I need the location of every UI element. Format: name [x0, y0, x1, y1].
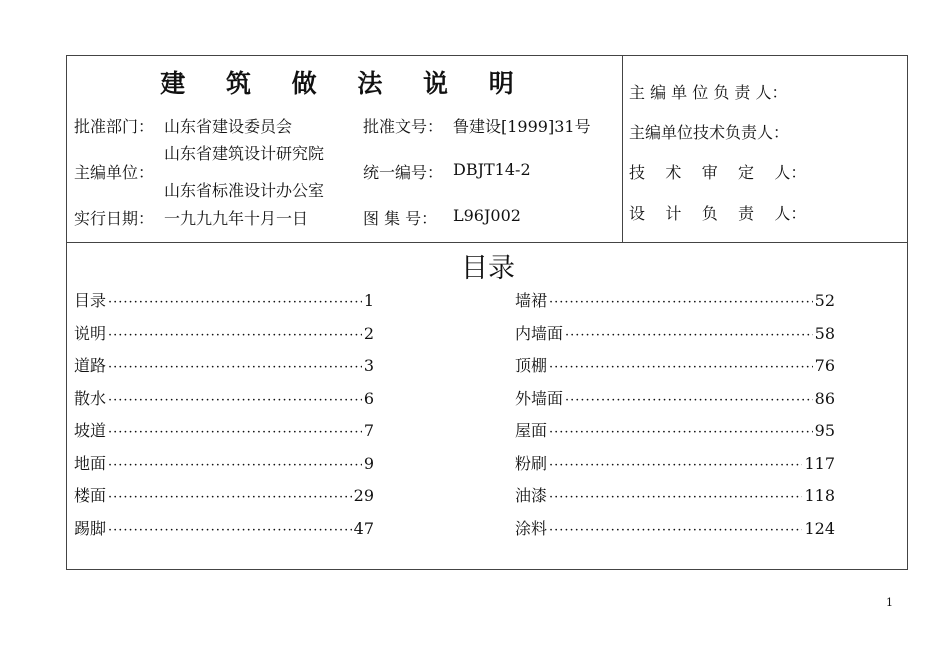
toc-entry: [515, 516, 835, 549]
page-number: 1: [886, 596, 893, 609]
toc-leader-dots: [108, 458, 362, 473]
editor-label: 主编单位：: [74, 163, 155, 182]
toc-entry-label: 地面: [74, 453, 107, 473]
toc-entry: [515, 418, 835, 451]
toc-entry-label: 墙裙: [515, 291, 548, 310]
toc-leader-dots: [108, 393, 362, 408]
toc-entry: [74, 321, 374, 354]
toc-leader-dots: [549, 360, 813, 375]
toc-entry-label: 楼面: [74, 486, 107, 505]
toc-entry-page: 86: [814, 388, 835, 408]
unified-no-label: 统一编号：: [363, 163, 444, 182]
toc-entry-label: 道路: [74, 356, 107, 375]
toc-entry-label: 目录: [74, 291, 107, 310]
toc-entry: [515, 321, 835, 354]
toc-entry: [515, 288, 835, 321]
toc-entry-page: 76: [814, 356, 835, 375]
toc-leader-dots: [108, 328, 362, 343]
toc-entry-label: 坡道: [74, 421, 107, 440]
approval-dept-label: 批准部门：: [74, 117, 155, 136]
toc-leader-dots: [549, 523, 802, 538]
toc-entry-page: 1: [363, 291, 374, 310]
toc-entry-label: 油漆: [515, 486, 548, 505]
toc-entry: [74, 451, 374, 484]
design-responsible-label: 设 计 负 责 人：: [629, 204, 807, 223]
toc-entry-page: 2: [363, 323, 374, 343]
toc-entry-label: 涂料: [515, 518, 548, 538]
toc-leader-dots: [549, 458, 802, 473]
editor-value-2: 山东省标准设计办公室: [164, 181, 325, 200]
toc-entry-label: 屋面: [515, 421, 548, 440]
approval-no-value: 鲁建设[1999]31号: [453, 117, 591, 136]
toc-entry-label: 踢脚: [74, 518, 107, 538]
toc-entry-page: 95: [814, 421, 835, 440]
toc-entry-label: 说明: [74, 323, 107, 343]
toc-entry: [74, 353, 374, 386]
effective-date-value: 一九九九年十月一日: [164, 209, 309, 228]
technical-responsible-label: 主编单位技术负责人：: [629, 123, 790, 142]
toc-entry-label: 顶棚: [515, 356, 548, 375]
approval-dept-value: 山东省建设委员会: [164, 117, 293, 136]
toc-entry-page: 7: [363, 421, 374, 440]
toc-leader-dots: [108, 523, 352, 538]
document-frame: [66, 55, 908, 570]
editor-value-1: 山东省建筑设计研究院: [164, 144, 325, 163]
signature-panel: [623, 56, 907, 243]
atlas-no-label: 图 集 号：: [363, 209, 438, 228]
effective-date-label: 实行日期：: [74, 209, 155, 228]
toc-entry-page: 3: [363, 356, 374, 375]
toc-entry: [74, 386, 374, 419]
toc-entry-page: 58: [814, 323, 835, 343]
toc-entry: [515, 386, 835, 419]
toc-entry-page: 9: [363, 453, 374, 473]
atlas-no-value: L96J002: [453, 206, 521, 225]
toc-entry-label: 散水: [74, 388, 107, 408]
toc-entry-page: 6: [363, 388, 374, 408]
toc-entry-page: 47: [353, 518, 374, 538]
technical-reviewer-label: 技 术 审 定 人：: [629, 163, 807, 182]
toc-entry-page: 29: [353, 486, 374, 505]
toc-left-column: [74, 288, 374, 548]
approval-no-label: 批准文号：: [363, 117, 444, 136]
toc-leader-dots: [108, 295, 362, 310]
chief-responsible-label: 主 编 单 位 负 责 人：: [629, 83, 788, 102]
toc-entry-page: 118: [804, 486, 835, 505]
toc-entry: [515, 353, 835, 386]
toc-entry-page: 124: [804, 518, 835, 538]
toc-leader-dots: [565, 328, 813, 343]
toc-leader-dots: [549, 490, 802, 505]
toc-entry-page: 52: [814, 291, 835, 310]
toc-entry-label: 内墙面: [515, 323, 564, 343]
toc-leader-dots: [549, 425, 813, 440]
unified-no-value: DBJT14-2: [453, 160, 531, 179]
toc-title: 目录: [461, 253, 515, 284]
toc-entry: [74, 483, 374, 516]
toc-leader-dots: [108, 425, 362, 440]
toc-entry: [74, 288, 374, 321]
toc-entry-label: 粉刷: [515, 453, 548, 473]
toc-leader-dots: [565, 393, 813, 408]
toc-leader-dots: [108, 490, 352, 505]
toc-entry-label: 外墙面: [515, 388, 564, 408]
toc-entry: [74, 516, 374, 549]
document-title: 建 筑 做 法 说 明: [160, 69, 530, 98]
toc-leader-dots: [549, 295, 813, 310]
toc-entry-page: 117: [804, 453, 835, 473]
toc-entry: [515, 451, 835, 484]
toc-entry: [74, 418, 374, 451]
toc-entry: [515, 483, 835, 516]
header-info-panel: [67, 56, 623, 243]
toc-right-column: [515, 288, 835, 548]
toc-leader-dots: [108, 360, 362, 375]
